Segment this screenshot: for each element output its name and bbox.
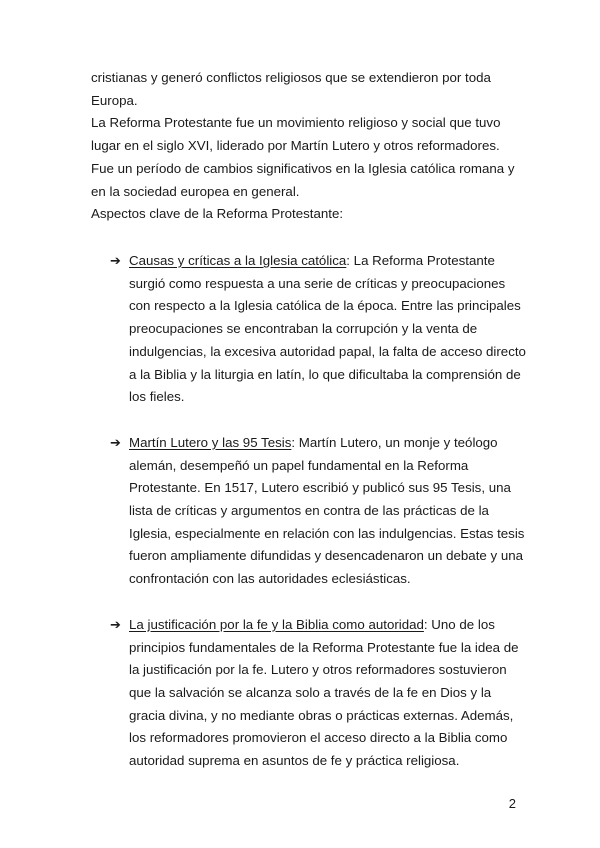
- intro-text: [91, 67, 521, 226]
- bullet-term: La justificación por la fe y la Biblia como autoridad: [129, 616, 424, 632]
- bullet-text: : La Reforma Protestante surgió como respuesta a una serie de críticas y preocupaciones con respecto a la Iglesia católica de la época. Entre las principales preocupaciones se encontraban la corrupción y la venta de indulgencias, la excesiva autoridad papal, la falta de acceso directo a la Biblia y la liturgia en latín, lo que dificultaba la comprensión de los fieles.: [129, 253, 526, 405]
- bullet-term: Causas y críticas a la Iglesia católica: [129, 253, 347, 268]
- key-aspects-list: [110, 250, 530, 796]
- intro-paragraph-aspectos: Aspectos clave de la Reforma Protestante:: [91, 206, 344, 222]
- list-item: [110, 432, 530, 591]
- arrow-bullet-icon: ➔: [110, 616, 121, 632]
- arrow-bullet-icon: ➔: [110, 434, 121, 450]
- bullet-text: : Uno de los principios fundamentales de la Reforma Protestante fue la idea de la justificación por la fe. Lutero y otros reformadores sostuvieron que la salvación se alcanza solo a través de la fe en Dios y la gracia divina, y no mediante obras o prácticas externas. Además, los reformadores promovieron el acceso directo a la Biblia como autoridad suprema en asuntos de fe y práctica religiosa.: [129, 616, 519, 769]
- intro-paragraph-reforma: La Reforma Protestante fue un movimiento religioso y social que tuvo lugar en el siglo XVI, liderado por Martín Lutero y otros reformadores. Fue un período de cambios significativos en la Iglesia católica romana y en la sociedad europea en general.: [91, 115, 515, 199]
- list-item: [110, 614, 530, 773]
- bullet-text: : Martín Lutero, un monje y teólogo alemán, desempeñó un papel fundamental en la Reforma Protestante. En 1517, Lutero escribió y publicó sus 95 Tesis, una lista de críticas y argumentos en contra de las prácticas de la Iglesia, especialmente en relación con las indulgencias. Estas tesis fueron ampliamente difundidas y desencadenaron un debate y una confrontación con las autoridades eclesiásticas.: [129, 434, 525, 587]
- bullet-term: Martín Lutero y las 95 Tesis: [129, 434, 292, 450]
- arrow-bullet-icon: ➔: [110, 253, 121, 268]
- page-number: 2: [508, 796, 516, 811]
- intro-paragraph-continuation: cristianas y generó conflictos religiosos que se extendieron por toda Europa.: [91, 70, 491, 108]
- list-item: [110, 250, 530, 409]
